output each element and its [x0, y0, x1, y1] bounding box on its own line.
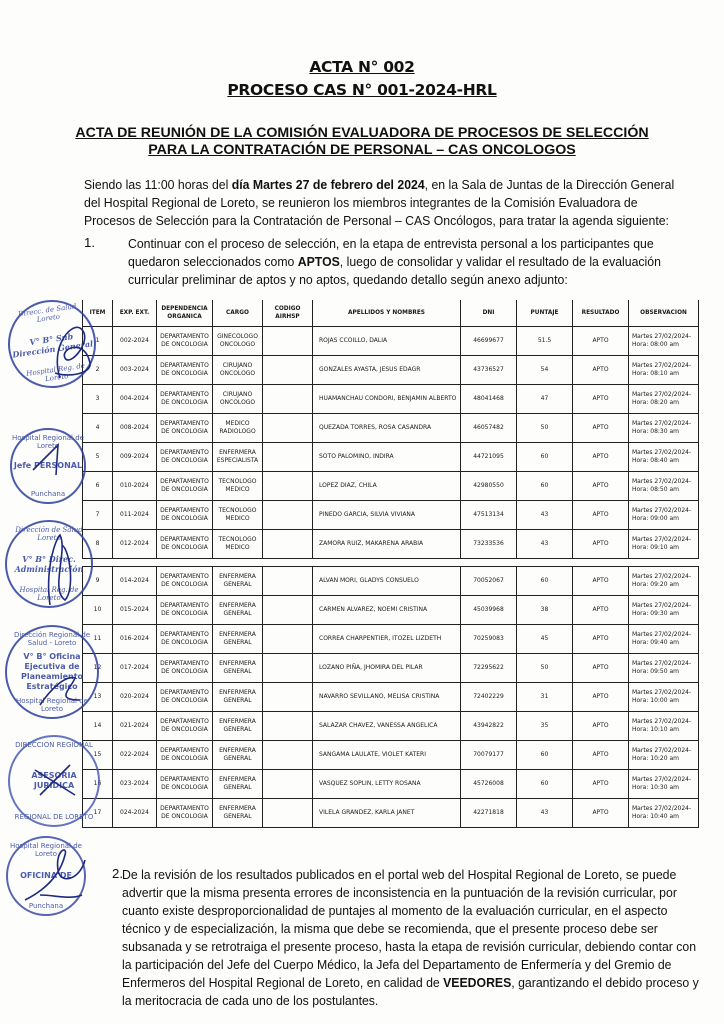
cell-resultado: APTO	[573, 530, 629, 559]
cell-item: 3	[83, 385, 113, 414]
cell-codigo	[263, 654, 313, 683]
cell-cargo: ENFERMERA GENERAL	[213, 596, 263, 625]
intro-line-3: Procesos de Selección para la Contratación de Personal – CAS Oncólogos, para tratar la agenda siguiente:	[84, 213, 669, 228]
stamp-center-text: V° B° Direc. Administración	[14, 554, 84, 574]
cell-exp: 008-2024	[113, 414, 157, 443]
table-row	[83, 414, 699, 443]
table-row	[83, 327, 699, 356]
item-2-line-4: técnico y de especialización, la misma que debe se recomienda, que el presente proceso debe ser	[122, 921, 658, 936]
cell-observacion	[629, 472, 699, 501]
cell-puntaje: 50	[517, 654, 573, 683]
cell-dni: 72295622	[461, 654, 517, 683]
observacion-time: Hora: 08:00 am	[632, 341, 679, 348]
observacion-date: Martes 27/02/2024-	[632, 660, 692, 667]
observacion-date: Martes 27/02/2024-	[632, 391, 692, 398]
cell-nombre: GONZALES AYASTA, JESUS EDAGR	[313, 356, 461, 385]
cell-resultado: APTO	[573, 654, 629, 683]
table-row	[83, 683, 699, 712]
stamp-ring-text: Hospital Regional de Loreto	[12, 434, 84, 450]
cell-nombre: CARMEN ALVAREZ, NOEMI CRISTINA	[313, 596, 461, 625]
header-cargo: CARGO	[213, 300, 263, 327]
cell-codigo	[263, 414, 313, 443]
cell-dependencia: DEPARTAMENTO DE ONCOLOGIA	[157, 530, 213, 559]
cell-dni: 70079177	[461, 741, 517, 770]
observacion-date: Martes 27/02/2024-	[632, 776, 692, 783]
cell-observacion	[629, 443, 699, 472]
cell-observacion	[629, 799, 699, 828]
cell-nombre: ROJAS CCOILLO, DALIA	[313, 327, 461, 356]
cell-resultado: APTO	[573, 385, 629, 414]
item-2-number: 2.	[112, 866, 123, 881]
stamp-center-text: V° B° Oficina Ejecutiva de Planeamiento Estratégico	[20, 652, 84, 691]
cell-item: 11	[83, 625, 113, 654]
cell-observacion	[629, 530, 699, 559]
cell-codigo	[263, 770, 313, 799]
cell-nombre: SALAZAR CHAVEZ, VANESSA ANGELICA	[313, 712, 461, 741]
stamp-center-text: Jefe PERSONAL	[13, 461, 83, 470]
cell-resultado: APTO	[573, 567, 629, 596]
document-subtitle-line1: ACTA DE REUNIÓN DE LA COMISIÓN EVALUADORA DE PROCESOS DE SELECCIÓN	[75, 125, 649, 141]
cell-codigo	[263, 567, 313, 596]
item-2-line-5: subsanada y se retrotraiga el presente proceso, hasta la etapa de revisión curricular, debiendo contar con	[122, 939, 697, 954]
cell-codigo	[263, 799, 313, 828]
cell-exp: 012-2024	[113, 530, 157, 559]
signature-mark	[35, 670, 85, 710]
item-1-text: , luego de consolidar y validar el resultado de la evaluación	[339, 254, 661, 269]
header-resultado: RESULTADO	[573, 300, 629, 327]
observacion-date: Martes 27/02/2024-	[632, 805, 692, 812]
cell-item: 4	[83, 414, 113, 443]
cell-codigo	[263, 472, 313, 501]
cell-dependencia: DEPARTAMENTO DE ONCOLOGIA	[157, 596, 213, 625]
cell-cargo: TECNOLOGO MEDICO	[213, 501, 263, 530]
cell-dni: 48041468	[461, 385, 517, 414]
cell-item: 12	[83, 654, 113, 683]
stamp-ring-text: Hospital Regional de Loreto	[16, 697, 88, 713]
header-dni: DNI	[461, 300, 517, 327]
cell-resultado: APTO	[573, 741, 629, 770]
cell-observacion	[629, 712, 699, 741]
cell-cargo: ENFERMERA GENERAL	[213, 625, 263, 654]
stamp-ring-text: Direcc. de Salud Loreto	[17, 302, 77, 324]
table-row	[83, 654, 699, 683]
cell-puntaje: 60	[517, 741, 573, 770]
cell-observacion	[629, 501, 699, 530]
observacion-date: Martes 27/02/2024-	[632, 478, 692, 485]
observacion-date: Martes 27/02/2024-	[632, 689, 692, 696]
stamp-ring-text: Punchana	[30, 490, 66, 498]
item-2-paragraph	[122, 866, 710, 1010]
acta-number: ACTA N° 002	[309, 58, 415, 76]
observacion-date: Martes 27/02/2024-	[632, 507, 692, 514]
cell-puntaje: 45	[517, 625, 573, 654]
item-2-text: Enfermeros del Hospital Regional de Loreto, en calidad de	[122, 975, 444, 990]
cell-resultado: APTO	[573, 712, 629, 741]
cell-dependencia: DEPARTAMENTO DE ONCOLOGIA	[157, 712, 213, 741]
table-row	[83, 596, 699, 625]
table-row	[83, 625, 699, 654]
stamp-ring-text: Hospital Regional de Loreto	[10, 842, 82, 858]
cell-observacion	[629, 356, 699, 385]
observacion-date: Martes 27/02/2024-	[632, 536, 692, 543]
cell-exp: 010-2024	[113, 472, 157, 501]
cell-dni: 72402229	[461, 683, 517, 712]
observacion-time: Hora: 09:00 am	[632, 515, 679, 522]
cell-exp: 009-2024	[113, 443, 157, 472]
cell-nombre: VILELA GRANDEZ, KARLA JANET	[313, 799, 461, 828]
cell-nombre: LOPEZ DIAZ, CHILA	[313, 472, 461, 501]
cell-observacion	[629, 683, 699, 712]
table-row	[83, 472, 699, 501]
table-row	[83, 443, 699, 472]
cell-cargo: TECNOLOGO MEDICO	[213, 530, 263, 559]
table-row	[83, 712, 699, 741]
cell-exp: 022-2024	[113, 741, 157, 770]
item-1-number: 1.	[84, 235, 95, 250]
cell-puntaje: 43	[517, 799, 573, 828]
cell-exp: 003-2024	[113, 356, 157, 385]
observacion-date: Martes 27/02/2024-	[632, 631, 692, 638]
cell-codigo	[263, 625, 313, 654]
item-1-line-2	[128, 253, 705, 271]
table-header-row	[83, 300, 699, 327]
table-row	[83, 385, 699, 414]
stamp-center-text: OFICINA DE	[20, 871, 72, 880]
table-row	[83, 501, 699, 530]
intro-text: , en la Sala de Juntas de la Dirección General	[424, 177, 675, 192]
observacion-time: Hora: 10:40 am	[632, 813, 679, 820]
cell-resultado: APTO	[573, 327, 629, 356]
cell-dependencia: DEPARTAMENTO DE ONCOLOGIA	[157, 443, 213, 472]
signature-mark	[30, 760, 80, 800]
aptos-label: APTOS	[297, 254, 340, 269]
stamp-ring-text: Hospital Reg. de Loreto	[19, 586, 79, 602]
cell-item: 17	[83, 799, 113, 828]
item-2-line-6: la participación del Jefe del Cuerpo Médico, la Jefa del Departamento de Enfermería y del Gremio de	[122, 957, 672, 972]
observacion-time: Hora: 10:30 am	[632, 784, 679, 791]
observacion-date: Martes 27/02/2024-	[632, 333, 692, 340]
cell-observacion	[629, 625, 699, 654]
cell-puntaje: 60	[517, 472, 573, 501]
cell-cargo: ENFERMERA GENERAL	[213, 770, 263, 799]
cell-observacion	[629, 567, 699, 596]
cell-item: 13	[83, 683, 113, 712]
cell-exp: 016-2024	[113, 625, 157, 654]
observacion-time: Hora: 08:20 am	[632, 399, 679, 406]
cell-cargo: ENFERMERA GENERAL	[213, 683, 263, 712]
cell-exp: 002-2024	[113, 327, 157, 356]
cell-item: 7	[83, 501, 113, 530]
item-1-paragraph	[128, 235, 705, 289]
cell-dependencia: DEPARTAMENTO DE ONCOLOGIA	[157, 385, 213, 414]
stamp-center-text: V° B° Sub Dirección General	[11, 331, 94, 360]
observacion-time: Hora: 10:00 am	[632, 697, 679, 704]
cell-dependencia: DEPARTAMENTO DE ONCOLOGIA	[157, 683, 213, 712]
stamp-ring-text: REGIONAL DE LORETO	[14, 813, 94, 821]
table-row	[83, 770, 699, 799]
cell-resultado: APTO	[573, 501, 629, 530]
signature-mark	[40, 530, 80, 610]
observacion-time: Hora: 09:50 am	[632, 668, 679, 675]
header-item: ITEM	[83, 300, 113, 327]
header-nombres: APELLIDOS Y NOMBRES	[313, 300, 461, 327]
cell-resultado: APTO	[573, 683, 629, 712]
cell-exp: 014-2024	[113, 567, 157, 596]
cell-dni: 45726008	[461, 770, 517, 799]
cell-item: 1	[83, 327, 113, 356]
cell-dni: 70052067	[461, 567, 517, 596]
header-codigo: CODIGO AIRHSP	[263, 300, 313, 327]
cell-dependencia: DEPARTAMENTO DE ONCOLOGIA	[157, 356, 213, 385]
item-2-text: , garantizando el debido proceso y	[511, 975, 699, 990]
cell-dependencia: DEPARTAMENTO DE ONCOLOGIA	[157, 472, 213, 501]
stamp-ring-text: Dirección Regional de Salud - Loreto	[13, 631, 91, 647]
cell-item: 10	[83, 596, 113, 625]
observacion-time: Hora: 08:40 am	[632, 457, 679, 464]
observacion-time: Hora: 09:20 am	[632, 581, 679, 588]
cell-codigo	[263, 327, 313, 356]
cell-dni: 45039968	[461, 596, 517, 625]
observacion-time: Hora: 09:30 am	[632, 610, 679, 617]
item-1-line-1: Continuar con el proceso de selección, en la etapa de entrevista personal a los participantes que	[128, 236, 654, 251]
observacion-time: Hora: 08:10 am	[632, 370, 679, 377]
cell-puntaje: 35	[517, 712, 573, 741]
cell-cargo: ENFERMERA GENERAL	[213, 741, 263, 770]
observacion-date: Martes 27/02/2024-	[632, 449, 692, 456]
cell-dni: 47513134	[461, 501, 517, 530]
cell-dependencia: DEPARTAMENTO DE ONCOLOGIA	[157, 567, 213, 596]
observacion-time: Hora: 08:50 am	[632, 486, 679, 493]
cell-item: 8	[83, 530, 113, 559]
intro-line-1	[84, 176, 698, 194]
table-row	[83, 799, 699, 828]
cell-codigo	[263, 596, 313, 625]
cell-nombre: SOTO PALOMINO, INDIRA	[313, 443, 461, 472]
cell-item: 6	[83, 472, 113, 501]
cell-item: 16	[83, 770, 113, 799]
observacion-date: Martes 27/02/2024-	[632, 573, 692, 580]
table-body-part1	[83, 327, 699, 559]
table-row	[83, 567, 699, 596]
cell-codigo	[263, 356, 313, 385]
item-2-line-8: la meritocracia de cada uno de los postulantes.	[122, 993, 379, 1008]
cell-puntaje: 51.5	[517, 327, 573, 356]
cell-cargo: CIRUJANO ONCOLOGO	[213, 356, 263, 385]
cell-nombre: SANGAMA LAULATE, VIOLET KATERI	[313, 741, 461, 770]
cell-exp: 023-2024	[113, 770, 157, 799]
cell-dependencia: DEPARTAMENTO DE ONCOLOGIA	[157, 625, 213, 654]
cell-dni: 46699677	[461, 327, 517, 356]
cell-resultado: APTO	[573, 443, 629, 472]
stamp-ring-text: Dirección de Salud Loreto	[15, 526, 83, 542]
cell-resultado: APTO	[573, 414, 629, 443]
table-row	[83, 741, 699, 770]
cell-cargo: MEDICO RADIOLOGO	[213, 414, 263, 443]
cell-resultado: APTO	[573, 356, 629, 385]
signature-mark	[28, 440, 68, 480]
header-dependencia: DEPENDENCIA ORGANICA	[157, 300, 213, 327]
cell-exp: 017-2024	[113, 654, 157, 683]
cell-nombre: LOZANO PIÑA, JHOMIRA DEL PILAR	[313, 654, 461, 683]
cell-nombre: HUAMANCHAU CONDORI, BENJAMIN ALBERTO	[313, 385, 461, 414]
cell-dependencia: DEPARTAMENTO DE ONCOLOGIA	[157, 770, 213, 799]
signature-mark	[20, 845, 90, 910]
item-2-line-2: advertir que la misma presenta errores de inconsistencia en la puntuación de la revisión curricular, por	[122, 885, 677, 900]
cell-puntaje: 54	[517, 356, 573, 385]
cell-nombre: NAVARRO SEVILLANO, MELISA CRISTINA	[313, 683, 461, 712]
observacion-time: Hora: 10:10 am	[632, 726, 679, 733]
cell-dni: 43942822	[461, 712, 517, 741]
cell-dni: 44721095	[461, 443, 517, 472]
cell-dependencia: DEPARTAMENTO DE ONCOLOGIA	[157, 501, 213, 530]
cell-observacion	[629, 770, 699, 799]
cell-nombre: ZAMORA RUIZ, MAKARENA ARABIA	[313, 530, 461, 559]
meeting-date: día Martes 27 de febrero del 2024	[231, 177, 425, 192]
observacion-time: Hora: 09:10 am	[632, 544, 679, 551]
cell-dependencia: DEPARTAMENTO DE ONCOLOGIA	[157, 741, 213, 770]
proceso-title: PROCESO CAS N° 001-2024-HRL	[227, 81, 497, 99]
cell-dni: 70259083	[461, 625, 517, 654]
cell-dni: 42271818	[461, 799, 517, 828]
cell-observacion	[629, 654, 699, 683]
item-1-line-3: curricular preliminar de aptos y no aptos, quedando detallo según anexo adjunto:	[128, 272, 568, 287]
cell-observacion	[629, 741, 699, 770]
cell-puntaje: 43	[517, 530, 573, 559]
observacion-date: Martes 27/02/2024-	[632, 602, 692, 609]
cell-cargo: ENFERMERA GENERAL	[213, 567, 263, 596]
cell-codigo	[263, 443, 313, 472]
cell-resultado: APTO	[573, 472, 629, 501]
cell-resultado: APTO	[573, 625, 629, 654]
cell-dependencia: DEPARTAMENTO DE ONCOLOGIA	[157, 327, 213, 356]
cell-puntaje: 38	[517, 596, 573, 625]
cell-cargo: ENFERMERA GENERAL	[213, 654, 263, 683]
cell-dni: 73233536	[461, 530, 517, 559]
cell-cargo: ENFERMERA GENERAL	[213, 712, 263, 741]
cell-resultado: APTO	[573, 799, 629, 828]
cell-item: 9	[83, 567, 113, 596]
observacion-date: Martes 27/02/2024-	[632, 718, 692, 725]
cell-codigo	[263, 712, 313, 741]
table-row	[83, 530, 699, 559]
cell-dependencia: DEPARTAMENTO DE ONCOLOGIA	[157, 414, 213, 443]
cell-dependencia: DEPARTAMENTO DE ONCOLOGIA	[157, 654, 213, 683]
cell-dni: 46057482	[461, 414, 517, 443]
table-body-part2	[83, 567, 699, 828]
document-subtitle-line2: PARA LA CONTRATACIÓN DE PERSONAL – CAS ONCOLOGOS	[148, 142, 576, 158]
cell-codigo	[263, 530, 313, 559]
observacion-time: Hora: 08:30 am	[632, 428, 679, 435]
observacion-date: Martes 27/02/2024-	[632, 420, 692, 427]
cell-nombre: ALVAN MORI, GLADYS CONSUELO	[313, 567, 461, 596]
candidates-table-part2	[82, 566, 699, 828]
veedores-label: VEEDORES	[443, 975, 512, 990]
cell-codigo	[263, 741, 313, 770]
cell-resultado: APTO	[573, 596, 629, 625]
cell-cargo: TECNOLOGO MEDICO	[213, 472, 263, 501]
cell-exp: 011-2024	[113, 501, 157, 530]
observacion-time: Hora: 10:20 am	[632, 755, 679, 762]
cell-dni: 42980550	[461, 472, 517, 501]
header-exp: EXP. EXT.	[113, 300, 157, 327]
intro-paragraph	[84, 176, 698, 230]
table-row	[83, 356, 699, 385]
cell-exp: 021-2024	[113, 712, 157, 741]
signature-mark	[40, 318, 100, 388]
cell-nombre: VASQUEZ SOPLIN, LETTY ROSANA	[313, 770, 461, 799]
cell-codigo	[263, 501, 313, 530]
stamp-center-text: ASESORIA JURIDICA	[31, 771, 77, 790]
cell-puntaje: 60	[517, 770, 573, 799]
cell-cargo: ENFERMERA GENERAL	[213, 799, 263, 828]
cell-item: 15	[83, 741, 113, 770]
candidates-table-part1	[82, 300, 699, 559]
cell-observacion	[629, 385, 699, 414]
cell-nombre: PINEDO GARCIA, SILVIA VIVIANA	[313, 501, 461, 530]
cell-dni: 43736527	[461, 356, 517, 385]
cell-item: 2	[83, 356, 113, 385]
cell-cargo: CIRUJANO ONCOLOGO	[213, 385, 263, 414]
stamp-ring-text: DIRECCION REGIONAL	[15, 741, 93, 749]
cell-codigo	[263, 683, 313, 712]
item-2-line-3: cuanto existe desproporcionalidad de puntajes al momento de la evaluación curricular, en el aspecto	[122, 903, 668, 918]
cell-observacion	[629, 414, 699, 443]
cell-observacion	[629, 327, 699, 356]
cell-puntaje: 50	[517, 414, 573, 443]
stamp-ring-text: Hospital Reg. de Loreto	[25, 361, 86, 384]
observacion-time: Hora: 09:40 am	[632, 639, 679, 646]
stamp-ring-text: Punchana	[28, 902, 64, 910]
item-2-line-7	[122, 974, 710, 992]
header-observacion: OBSERVACION	[629, 300, 699, 327]
cell-item: 14	[83, 712, 113, 741]
item-1-text: quedaron seleccionados como	[128, 254, 298, 269]
item-2-line-1: De la revisión de los resultados publicados en el portal web del Hospital Regional de Loreto, se puede	[122, 867, 677, 882]
intro-line-2: del Hospital Regional de Loreto, se reunieron los miembros integrantes de la Comisión Evaluadora de	[84, 195, 638, 210]
intro-text: Siendo las 11:00 horas del	[84, 177, 232, 192]
cell-exp: 015-2024	[113, 596, 157, 625]
cell-cargo: ENFERMERA ESPECIALISTA	[213, 443, 263, 472]
cell-item: 5	[83, 443, 113, 472]
cell-puntaje: 31	[517, 683, 573, 712]
cell-observacion	[629, 596, 699, 625]
cell-codigo	[263, 385, 313, 414]
cell-puntaje: 60	[517, 567, 573, 596]
cell-cargo: GINECOLOGO ONCOLOGO	[213, 327, 263, 356]
observacion-date: Martes 27/02/2024-	[632, 747, 692, 754]
cell-puntaje: 47	[517, 385, 573, 414]
header-puntaje: PUNTAJE	[517, 300, 573, 327]
cell-nombre: CORREA CHARPENTIER, ITOZEL LIZDETH	[313, 625, 461, 654]
cell-puntaje: 43	[517, 501, 573, 530]
cell-nombre: QUEZADA TORRES, ROSA CASANDRA	[313, 414, 461, 443]
cell-puntaje: 60	[517, 443, 573, 472]
observacion-date: Martes 27/02/2024-	[632, 362, 692, 369]
cell-exp: 004-2024	[113, 385, 157, 414]
cell-exp: 020-2024	[113, 683, 157, 712]
cell-dependencia: DEPARTAMENTO DE ONCOLOGIA	[157, 799, 213, 828]
cell-resultado: APTO	[573, 770, 629, 799]
cell-exp: 024-2024	[113, 799, 157, 828]
